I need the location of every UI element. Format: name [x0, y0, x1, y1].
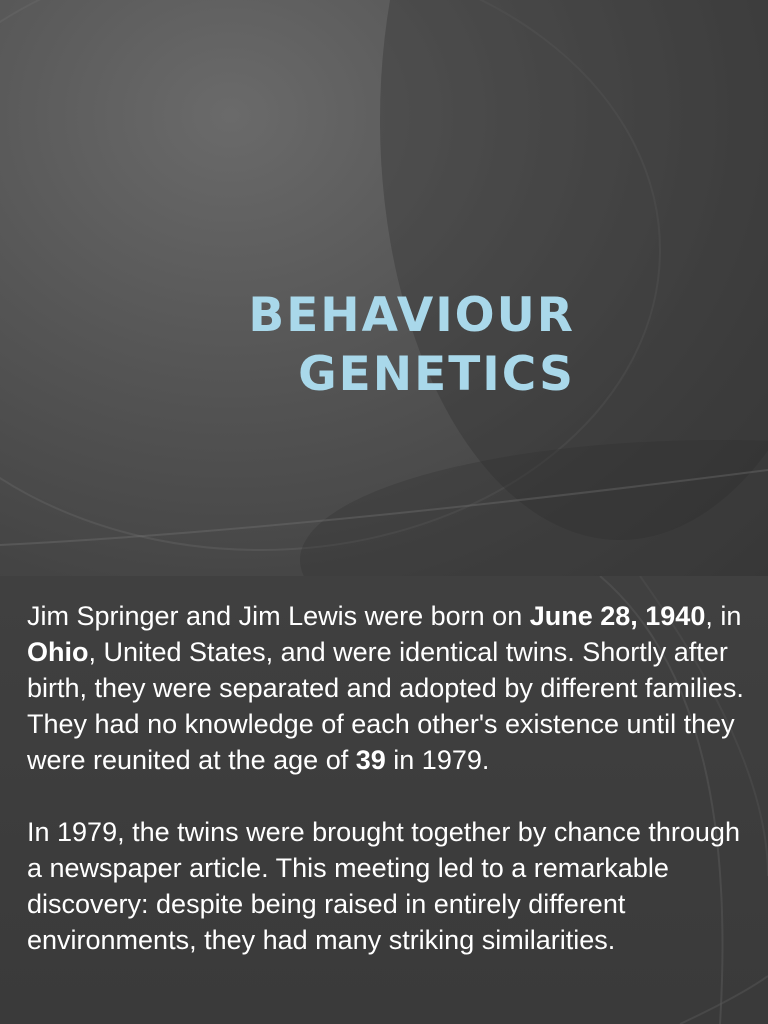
- title-line-1: BEHAVIOUR: [248, 288, 575, 343]
- para1-bold-date: June 28, 1940: [529, 601, 706, 631]
- slide-body: [27, 598, 762, 958]
- title-line-2: GENETICS: [298, 347, 575, 402]
- para1-bold-place: Ohio: [27, 637, 89, 667]
- para1-text-2: , in: [705, 601, 742, 631]
- slide-title: [248, 286, 575, 404]
- paragraph-1: [27, 598, 762, 778]
- para1-text-1: Jim Springer and Jim Lewis were born on: [27, 601, 530, 631]
- content-slide: [0, 576, 768, 1024]
- paragraph-2: In 1979, the twins were brought together by chance through a newspaper article. This meeting led to a remarkable discovery: despite being raised in entirely different environments, they had many striking similarities.: [27, 817, 740, 955]
- para1-text-3: , United States, and were identical twins. Shortly after birth, they were separated and adopted by different families. They had no knowledge of each other's existence until they were reunited at the age of: [27, 637, 744, 775]
- para1-bold-age: 39: [355, 745, 386, 775]
- para1-text-4: in 1979.: [385, 745, 490, 775]
